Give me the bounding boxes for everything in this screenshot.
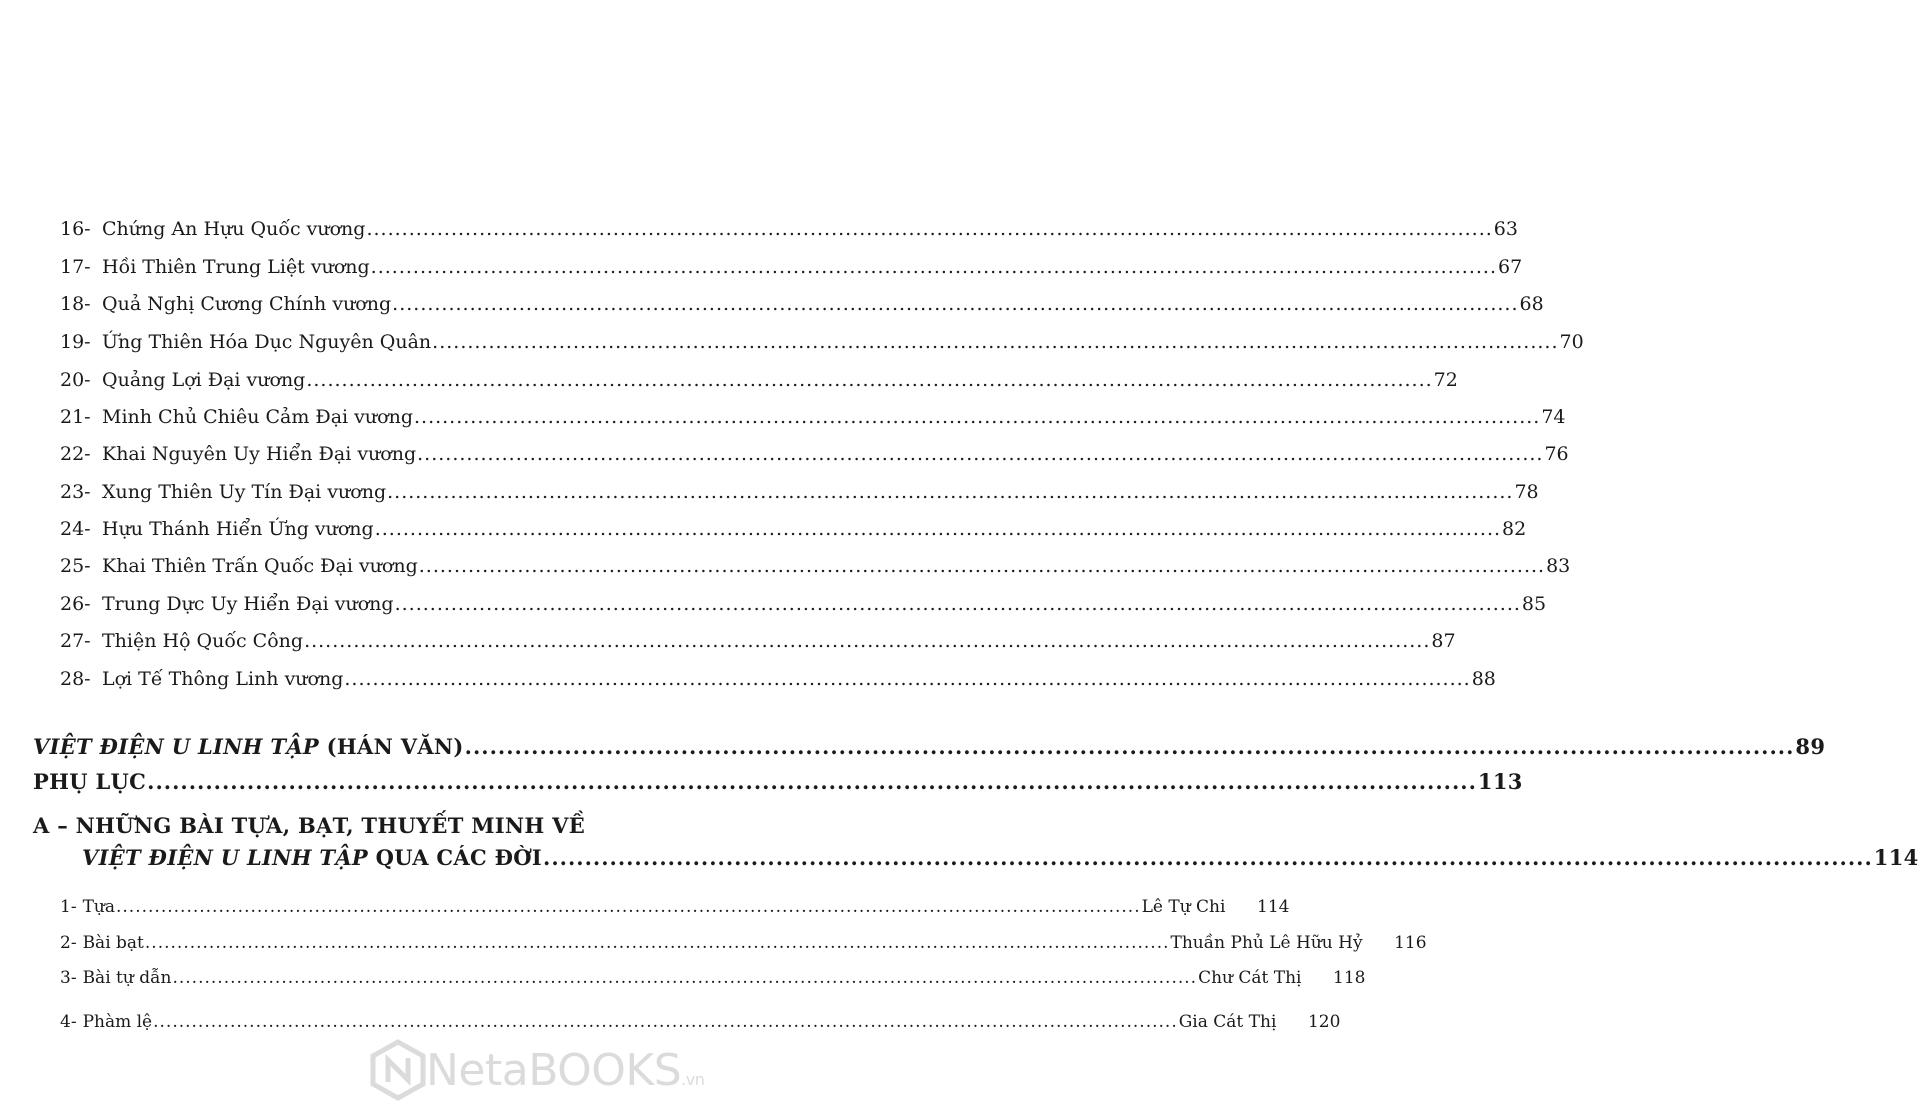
sub-number: 2-	[60, 933, 77, 953]
toc-entry	[60, 443, 1569, 471]
entry-page: 72	[1433, 369, 1458, 391]
sub-number: 1-	[60, 897, 77, 917]
entry-page: 70	[1559, 331, 1584, 353]
entry-page: 76	[1544, 443, 1569, 465]
entry-number: 21-	[60, 406, 91, 428]
sub-entry	[60, 897, 1290, 923]
dot-leader	[417, 443, 1543, 465]
section-phu-luc	[33, 769, 1523, 799]
entry-number: 16-	[60, 218, 91, 240]
entry-number: 19-	[60, 331, 91, 353]
sub-entry	[60, 933, 1427, 959]
entry-number: 17-	[60, 256, 91, 278]
dot-leader	[344, 668, 1470, 690]
toc-entry	[60, 668, 1496, 696]
sub-page: 116	[1394, 933, 1427, 953]
entry-title: Khai Nguyên Uy Hiển Đại vương	[102, 443, 417, 465]
entry-number: 18-	[60, 293, 91, 315]
section-title-rest: QUA CÁC ĐỜI	[368, 845, 543, 870]
dot-leader	[153, 1012, 1178, 1032]
sub-title: Tựa	[82, 897, 115, 917]
section-viet-dien	[33, 734, 1826, 764]
sub-number: 3-	[60, 968, 77, 988]
entry-page: 67	[1498, 256, 1523, 278]
entry-number: 22-	[60, 443, 91, 465]
toc-entry	[60, 218, 1518, 246]
toc-entry	[60, 293, 1544, 321]
entry-title: Quảng Lợi Đại vương	[102, 369, 306, 391]
toc-entry	[60, 481, 1539, 509]
entry-number: 27-	[60, 630, 91, 652]
sub-title: Bài bạt	[82, 933, 144, 953]
entry-title: Hựu Thánh Hiển Ứng vương	[102, 518, 374, 540]
dot-leader	[432, 331, 1558, 353]
entry-title: Xung Thiên Uy Tín Đại vương	[102, 481, 387, 503]
dot-leader	[414, 406, 1540, 428]
sub-number: 4-	[60, 1012, 77, 1032]
entry-title: Quả Nghị Cương Chính vương	[102, 293, 392, 315]
sub-title: Phàm lệ	[82, 1012, 153, 1032]
section-title: PHỤ LỤC	[33, 769, 147, 794]
dot-leader	[304, 630, 1430, 652]
sub-page: 120	[1307, 1012, 1341, 1032]
entry-page: 85	[1521, 593, 1547, 615]
section-title-italic: VIỆT ĐIỆN U LINH TẬP	[82, 845, 369, 870]
watermark-suffix: .vn	[681, 1069, 705, 1089]
entry-title: Trung Dực Uy Hiển Đại vương	[102, 593, 394, 615]
sub-entry	[60, 1012, 1341, 1038]
section-title-rest: (HÁN VĂN)	[319, 734, 464, 759]
entry-title: Khai Thiên Trấn Quốc Đại vương	[102, 555, 418, 577]
dot-leader	[371, 256, 1497, 278]
section-page: 114	[1873, 845, 1919, 870]
toc-entry	[60, 518, 1527, 546]
dot-leader	[419, 555, 1545, 577]
toc-entry	[60, 406, 1566, 434]
entry-page: 82	[1502, 518, 1527, 540]
entry-page: 87	[1431, 630, 1456, 652]
dot-leader	[306, 369, 1432, 391]
dot-leader	[172, 968, 1197, 988]
sub-entry	[60, 968, 1366, 994]
toc-entry	[60, 369, 1458, 397]
dot-leader	[395, 593, 1521, 615]
netabooks-logo-icon	[370, 1040, 426, 1100]
dot-leader	[465, 734, 1795, 759]
entry-page: 88	[1471, 668, 1496, 690]
entry-number: 28-	[60, 668, 91, 690]
watermark-brand: NetaBOOKS	[426, 1044, 682, 1096]
entry-page: 63	[1493, 218, 1518, 240]
dot-leader	[116, 897, 1141, 917]
dot-leader	[375, 518, 1501, 540]
entry-title: Ứng Thiên Hóa Dục Nguyên Quân	[102, 331, 432, 353]
toc-entry	[60, 555, 1571, 583]
section-a-line1: A – NHỮNG BÀI TỰA, BẠT, THUYẾT MINH VỀ	[33, 813, 586, 838]
entry-title: Hồi Thiên Trung Liệt vương	[102, 256, 370, 278]
entry-title: Thiện Hộ Quốc Công	[102, 630, 304, 652]
entry-number: 24-	[60, 518, 91, 540]
sub-page: 118	[1333, 968, 1366, 988]
toc-entry	[60, 630, 1456, 658]
toc-entry	[60, 593, 1547, 621]
toc-entry	[60, 331, 1584, 359]
entry-number: 23-	[60, 481, 91, 503]
dot-leader	[543, 845, 1873, 870]
entry-number: 26-	[60, 593, 91, 615]
netabooks-watermark	[370, 1040, 704, 1100]
dot-leader	[387, 481, 1513, 503]
entry-number: 25-	[60, 555, 91, 577]
entry-title: Lợi Tế Thông Linh vương	[102, 668, 344, 690]
sub-author: Chư Cát Thị	[1198, 968, 1302, 988]
entry-page: 74	[1541, 406, 1566, 428]
entry-page: 68	[1519, 293, 1544, 315]
entry-page: 78	[1514, 481, 1539, 503]
section-title-italic: VIỆT ĐIỆN U LINH TẬP	[33, 734, 320, 759]
sub-author: Lê Tự Chi	[1141, 897, 1226, 917]
sub-title: Bài tự dẫn	[82, 968, 172, 988]
dot-leader	[147, 769, 1477, 794]
section-page: 89	[1795, 734, 1826, 759]
entry-title: Chứng An Hựu Quốc vương	[102, 218, 366, 240]
dot-leader	[366, 218, 1492, 240]
sub-author: Thuần Phủ Lê Hữu Hỷ	[1170, 933, 1363, 953]
entry-number: 20-	[60, 369, 91, 391]
sub-author: Gia Cát Thị	[1178, 1012, 1277, 1032]
section-a-line2	[82, 845, 1919, 875]
entry-title: Minh Chủ Chiêu Cảm Đại vương	[102, 406, 413, 428]
toc-entry	[60, 256, 1523, 284]
sub-page: 114	[1257, 897, 1290, 917]
dot-leader	[145, 933, 1170, 953]
entry-page: 83	[1546, 555, 1571, 577]
section-page: 113	[1477, 769, 1523, 794]
dot-leader	[392, 293, 1518, 315]
